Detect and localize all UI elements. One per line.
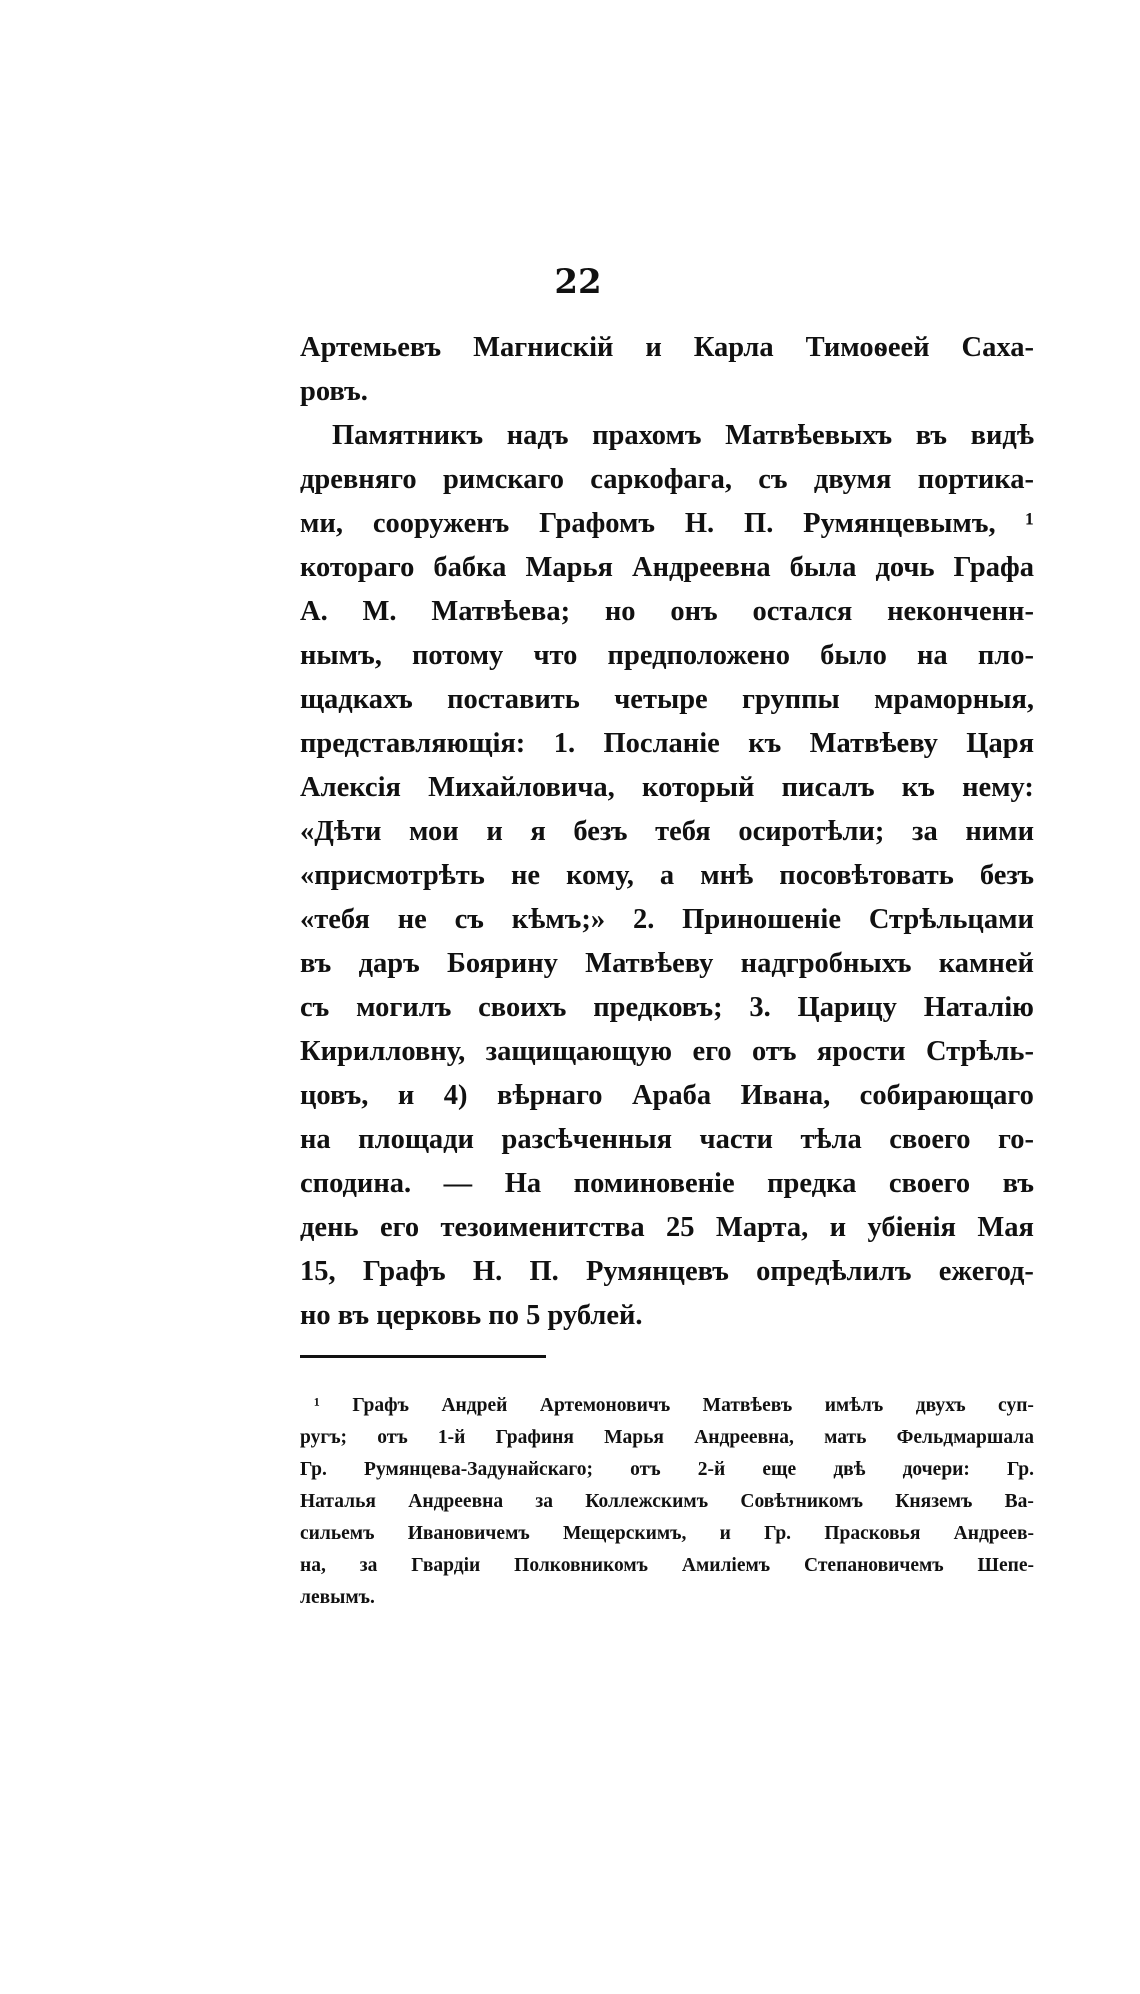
text-line: ми, сооруженъ Графомъ Н. П. Румянцевымъ, ¹ <box>300 508 1034 539</box>
footnote-line: на, за Гвардіи Полковникомъ Амиліемъ Степановичемъ Шепе- <box>300 1555 1034 1576</box>
footnote-line: Гр. Румянцева-Задунайскаго; отъ 2-й еще двѣ дочери: Гр. <box>300 1459 1034 1480</box>
text-line: Кирилловну, защищающую его отъ ярости Стрѣль- <box>300 1036 1034 1067</box>
footnote-line: левымъ. <box>300 1587 375 1608</box>
footnote-line: Наталья Андреевна за Коллежскимъ Совѣтникомъ Княземъ Ва- <box>300 1491 1034 1512</box>
text-line: Алексія Михайловича, который писалъ къ нему: <box>300 772 1034 803</box>
text-line: «присмотрѣть не кому, а мнѣ посовѣтовать безъ <box>300 860 1034 891</box>
text-line: «Дѣти мои и я безъ тебя осиротѣли; за ними <box>300 816 1034 847</box>
text-line: Памятникъ надъ прахомъ Матвѣевыхъ въ видѣ <box>332 420 1034 451</box>
text-line: нымъ, потому что предположено было на пло- <box>300 640 1034 671</box>
text-line: котораго бабка Марья Андреевна была дочь Графа <box>300 552 1034 583</box>
footnote-line: ругъ; отъ 1-й Графиня Марья Андреевна, мать Фельдмаршала <box>300 1427 1034 1448</box>
text-line: на площади разсѣченныя части тѣла своего го- <box>300 1124 1034 1155</box>
text-line: представляющія: 1. Посланіе къ Матвѣеву Царя <box>300 728 1034 759</box>
page-number: 22 <box>554 262 602 302</box>
text-line: щадкахъ поставить четыре группы мраморныя, <box>300 684 1034 715</box>
text-line: Артемьевъ Магнискій и Карла Тимоѳеей Саха- <box>300 332 1034 363</box>
text-line: «тебя не съ кѣмъ;» 2. Приношеніе Стрѣльцами <box>300 904 1034 935</box>
text-line: день его тезоименитства 25 Марта, и убіенія Мая <box>300 1212 1034 1243</box>
footnote-line: сильемъ Ивановичемъ Мещерскимъ, и Гр. Прасковья Андреев- <box>300 1523 1034 1544</box>
text-line: цовъ, и 4) вѣрнаго Араба Ивана, собирающаго <box>300 1080 1034 1111</box>
text-line: сподина. — На поминовеніе предка своего въ <box>300 1168 1034 1199</box>
footnote <box>300 1390 1034 1614</box>
footnote-line: ¹ Графъ Андрей Артемоновичъ Матвѣевъ имѣлъ двухъ суп- <box>314 1395 1034 1416</box>
text-line: 15, Графъ Н. П. Румянцевъ опредѣлилъ ежегод- <box>300 1256 1034 1287</box>
footnote-divider <box>300 1355 546 1358</box>
text-line: А. М. Матвѣева; но онъ остался неконченн- <box>300 596 1034 627</box>
text-line: но въ церковь по 5 рублей. <box>300 1300 643 1331</box>
text-line: съ могилъ своихъ предковъ; 3. Царицу Наталію <box>300 992 1034 1023</box>
text-line: въ даръ Боярину Матвѣеву надгробныхъ камней <box>300 948 1034 979</box>
main-text <box>300 326 1034 1338</box>
text-line: ровъ. <box>300 376 368 407</box>
text-line: древняго римскаго саркофага, съ двумя портика- <box>300 464 1034 495</box>
